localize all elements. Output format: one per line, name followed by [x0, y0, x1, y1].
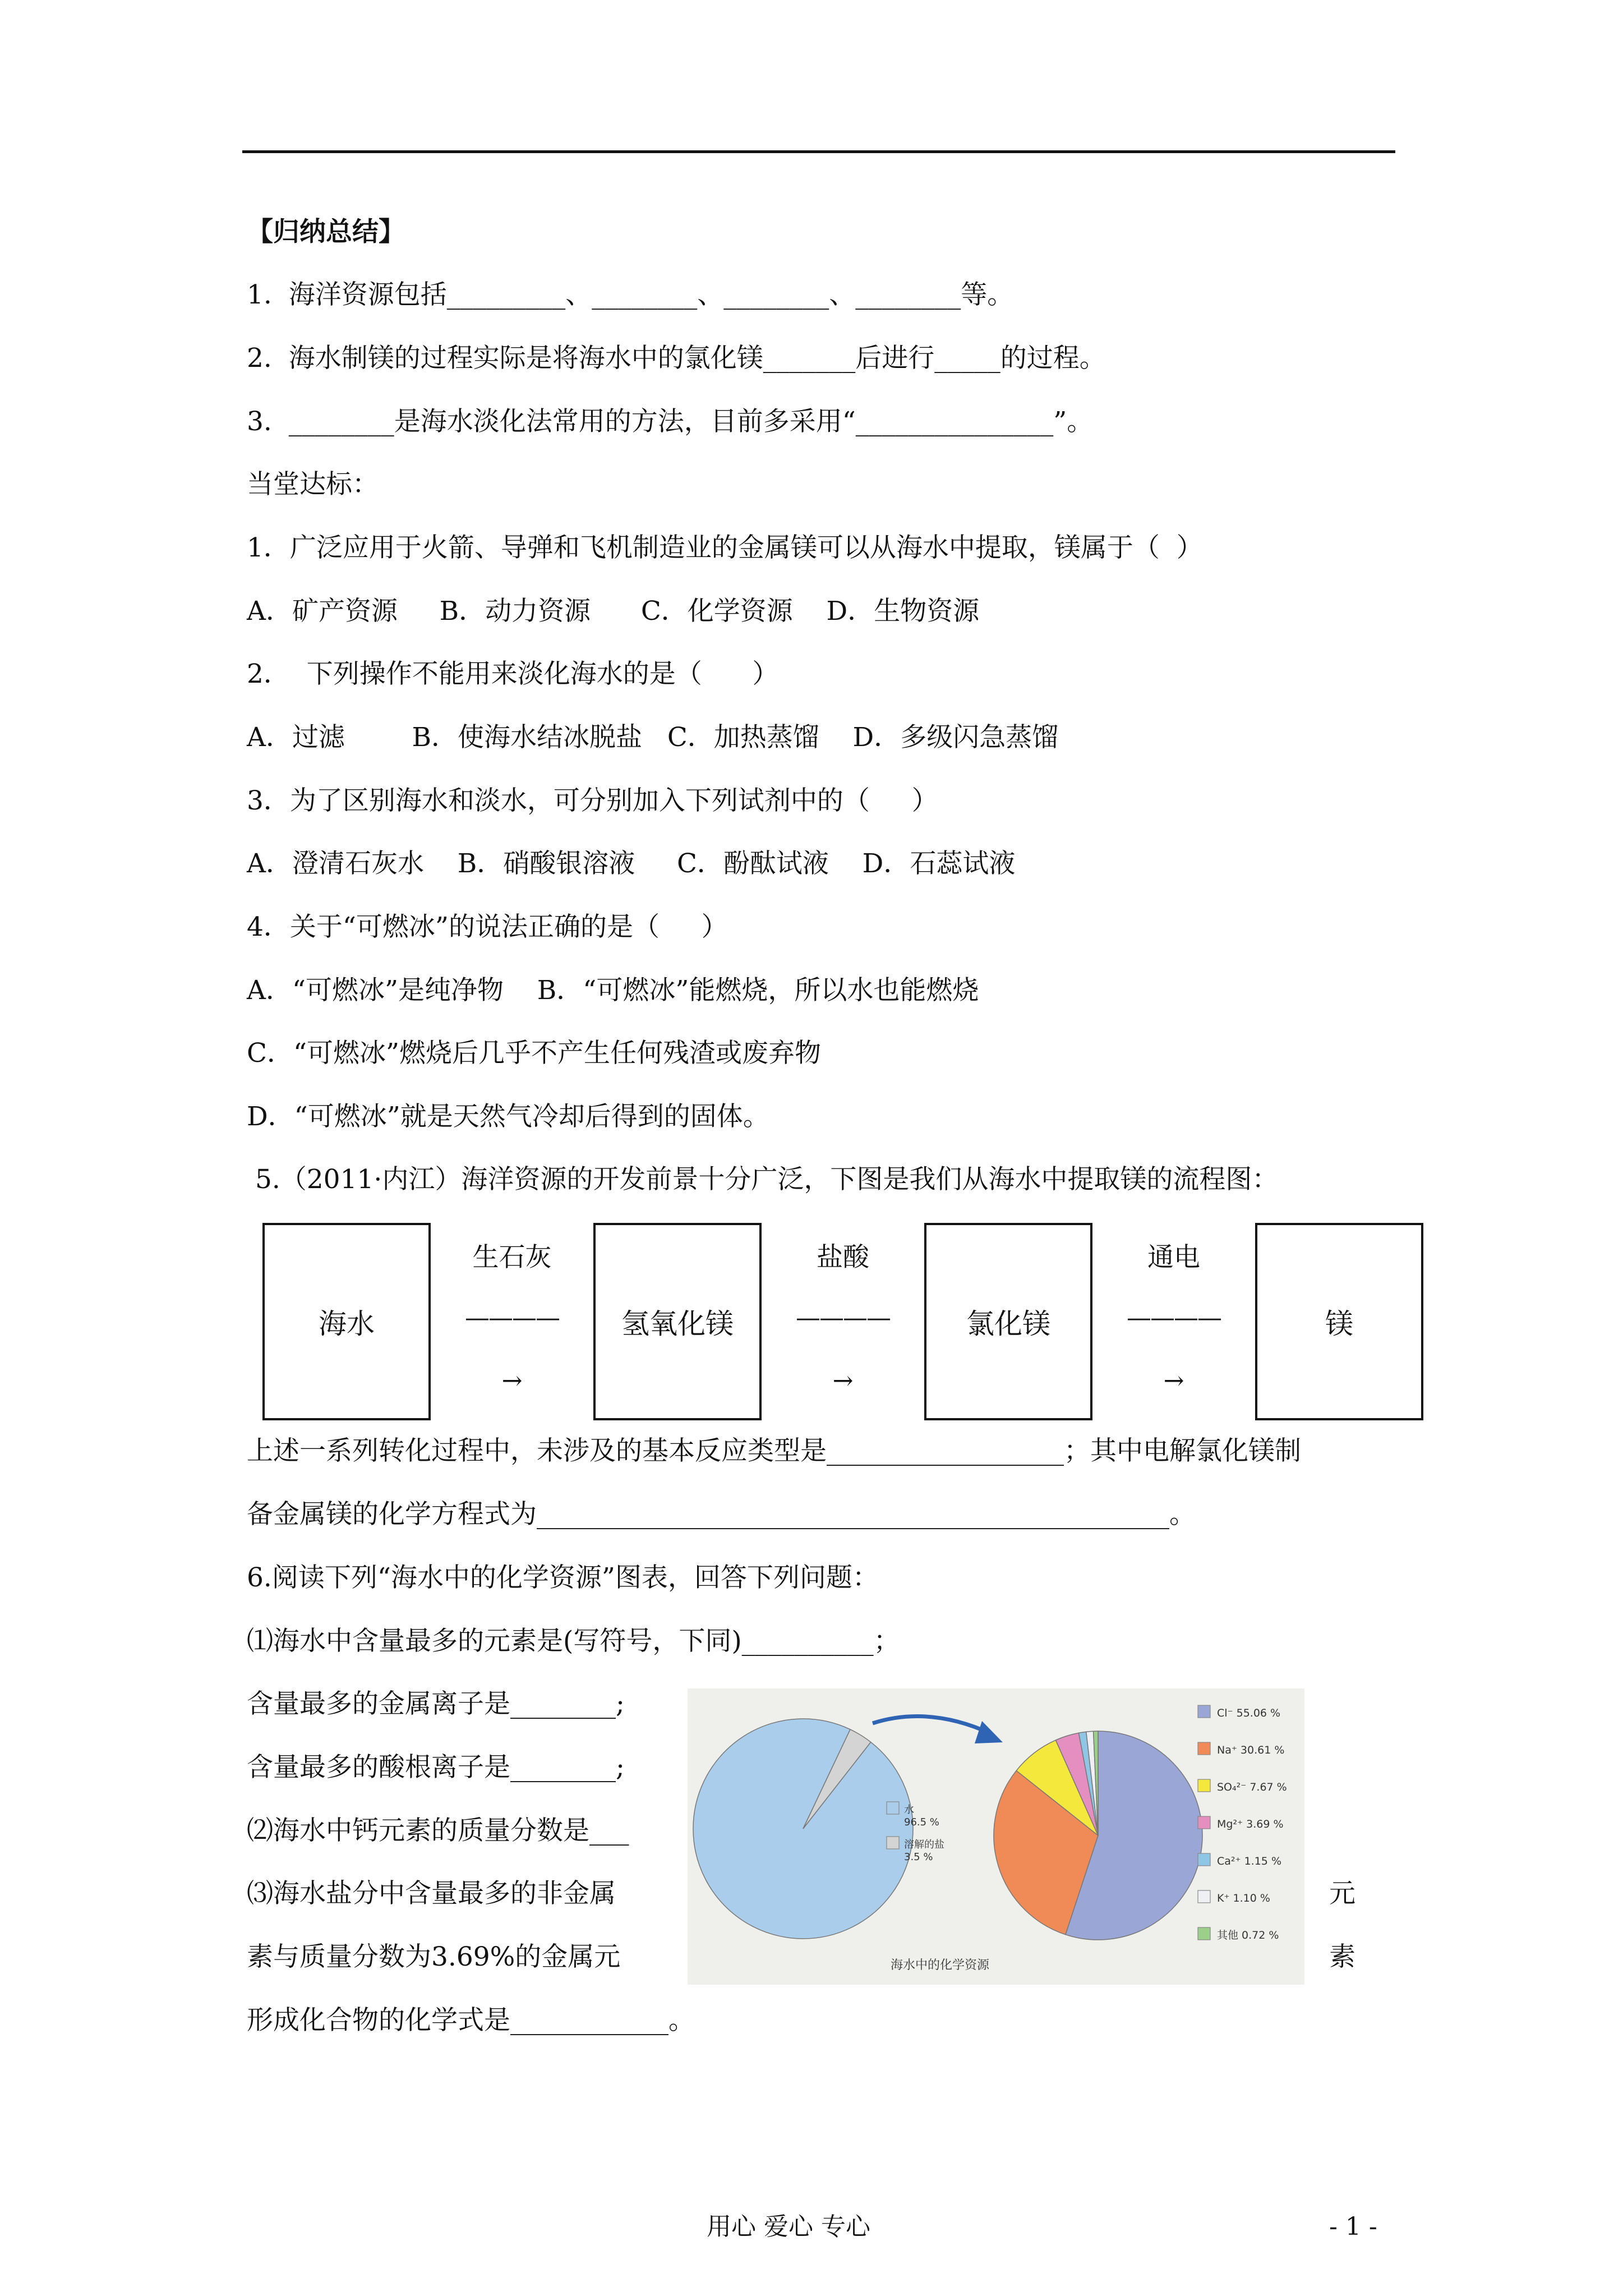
- footer-slogan: 用心 爱心 专心: [707, 2212, 870, 2241]
- question-6-part-1c: 含量最多的酸根离子是________;: [247, 1752, 625, 1783]
- flow-reagent-quicklime: 生石灰: [472, 1242, 552, 1273]
- summary-item-2: 2. 海水制镁的过程实际是将海水中的氯化镁_______后进行_____的过程。: [247, 343, 1106, 374]
- practice-title: 当堂达标：: [247, 469, 379, 500]
- header-rule: [242, 150, 1395, 153]
- question-6-part-3: ⑶海水盐分中含量最多的非金属: [247, 1878, 616, 1909]
- question-6-part-1: ⑴海水中含量最多的元素是(写符号，下同)__________；: [247, 1626, 900, 1657]
- ion-legend-swatch-4: [1198, 1853, 1210, 1866]
- ion-legend-swatch-5: [1198, 1890, 1210, 1903]
- question-3: 3．为了区别海水和淡水，可分别加入下列试剂中的（ ）: [247, 785, 938, 816]
- question-4: 4．关于“可燃冰”的说法正确的是（ ）: [247, 912, 728, 942]
- seawater-resources-chart: [688, 1688, 1304, 1985]
- ion-legend-label-3: Mg²⁺ 3.69 %: [1217, 1818, 1284, 1830]
- ion-legend-swatch-6: [1198, 1927, 1210, 1940]
- water-legend-swatch-0: [887, 1802, 899, 1814]
- ion-legend-label-1: Na⁺ 30.61 %: [1217, 1744, 1285, 1756]
- water-legend-swatch-1: [887, 1837, 899, 1849]
- question-6: 6.阅读下列“海水中的化学资源”图表，回答下列问题：: [247, 1562, 879, 1593]
- flow-arrow-head-1: →: [501, 1366, 523, 1395]
- ion-legend-swatch-1: [1198, 1742, 1210, 1755]
- ion-legend-swatch-0: [1198, 1705, 1210, 1718]
- ion-legend-label-0: Cl⁻ 55.06 %: [1217, 1707, 1281, 1719]
- flow-arrow-line-3: ————: [1127, 1304, 1221, 1332]
- question-5-text-2: 备金属镁的化学方程式为________________________________________________。: [247, 1499, 1196, 1530]
- question-5: 5.（2011·内江）海洋资源的开发前景十分广泛，下图是我们从海水中提取镁的流程图：: [247, 1164, 1279, 1195]
- page-number: - 1 -: [1329, 2212, 1377, 2241]
- question-3-options: A．澄清石灰水 B．硝酸银溶液 C．酚酞试液 D．石蕊试液: [247, 848, 1016, 879]
- ion-legend-label-4: Ca²⁺ 1.15 %: [1217, 1855, 1281, 1867]
- ion-legend-swatch-2: [1198, 1779, 1210, 1792]
- flow-box-seawater: 海水: [262, 1223, 431, 1420]
- question-6-part-3-right: 元: [1329, 1878, 1355, 1909]
- question-1-options: A．矿产资源 B．动力资源 C．化学资源 D．生物资源: [247, 596, 980, 627]
- water-legend-label-0: 水: [904, 1804, 914, 1816]
- question-4-option-d: D．“可燃冰”就是天然气冷却后得到的固体。: [247, 1101, 769, 1132]
- water-legend-value-0: 96.5 %: [904, 1816, 939, 1828]
- ion-legend-swatch-3: [1198, 1816, 1210, 1829]
- question-6-part-1b: 含量最多的金属离子是________;: [247, 1688, 625, 1719]
- question-6-part-3c: 形成化合物的化学式是____________。: [247, 2005, 695, 2036]
- ion-legend-label-2: SO₄²⁻ 7.67 %: [1217, 1781, 1287, 1793]
- flow-box-magnesium: 镁: [1255, 1223, 1423, 1420]
- question-6-part-3b: 素与质量分数为3.69%的金属元: [247, 1941, 621, 1972]
- flow-arrow-head-2: →: [832, 1366, 854, 1395]
- question-2-options: A．过滤 B．使海水结冰脱盐 C．加热蒸馏 D．多级闪急蒸馏: [247, 722, 1059, 753]
- flow-arrow-head-3: →: [1163, 1366, 1184, 1395]
- chart-title: 海水中的化学资源: [890, 1958, 990, 1972]
- water-legend-value-1: 3.5 %: [904, 1851, 933, 1863]
- section-title: 【归纳总结】: [247, 217, 405, 247]
- transition-arrow-head: [975, 1721, 1003, 1743]
- question-6-part-3b-right: 素: [1329, 1941, 1355, 1972]
- flow-reagent-hydrochloric-acid: 盐酸: [817, 1242, 869, 1273]
- seawater-resources-figure: [688, 1688, 1304, 1985]
- flow-reagent-electrolysis: 通电: [1147, 1242, 1200, 1273]
- question-6-part-2: ⑵海水中钙元素的质量分数是___: [247, 1815, 629, 1846]
- summary-item-1: 1. 海洋资源包括_________、________、________、________等。: [247, 279, 1014, 310]
- question-4-option-ab: A．“可燃冰”是纯净物 B．“可燃冰”能燃烧，所以水也能燃烧: [247, 975, 979, 1006]
- water-legend-label-1: 溶解的盐: [904, 1839, 944, 1851]
- question-4-option-c: C．“可燃冰”燃烧后几乎不产生任何残渣或废弃物: [247, 1038, 822, 1069]
- question-2: 2． 下列操作不能用来淡化海水的是（ ）: [247, 659, 779, 689]
- flow-arrow-line-1: ————: [465, 1304, 559, 1332]
- ion-legend-label-5: K⁺ 1.10 %: [1217, 1892, 1270, 1904]
- question-1: 1．广泛应用于火箭、导弹和飞机制造业的金属镁可以从海水中提取，镁属于（ ）: [247, 532, 1203, 563]
- flow-box-magnesium-hydroxide: 氢氧化镁: [593, 1223, 762, 1420]
- summary-item-3: 3. ________是海水淡化法常用的方法，目前多采用“_______________”。: [247, 406, 1094, 437]
- question-5-text-1: 上述一系列转化过程中，未涉及的基本反应类型是__________________；其中电解氯化镁制: [247, 1435, 1301, 1466]
- transition-arrow: [873, 1717, 990, 1733]
- flow-box-magnesium-chloride: 氯化镁: [924, 1223, 1092, 1420]
- ion-legend-label-6: 其他 0.72 %: [1217, 1929, 1279, 1941]
- flow-arrow-line-2: ————: [796, 1304, 890, 1332]
